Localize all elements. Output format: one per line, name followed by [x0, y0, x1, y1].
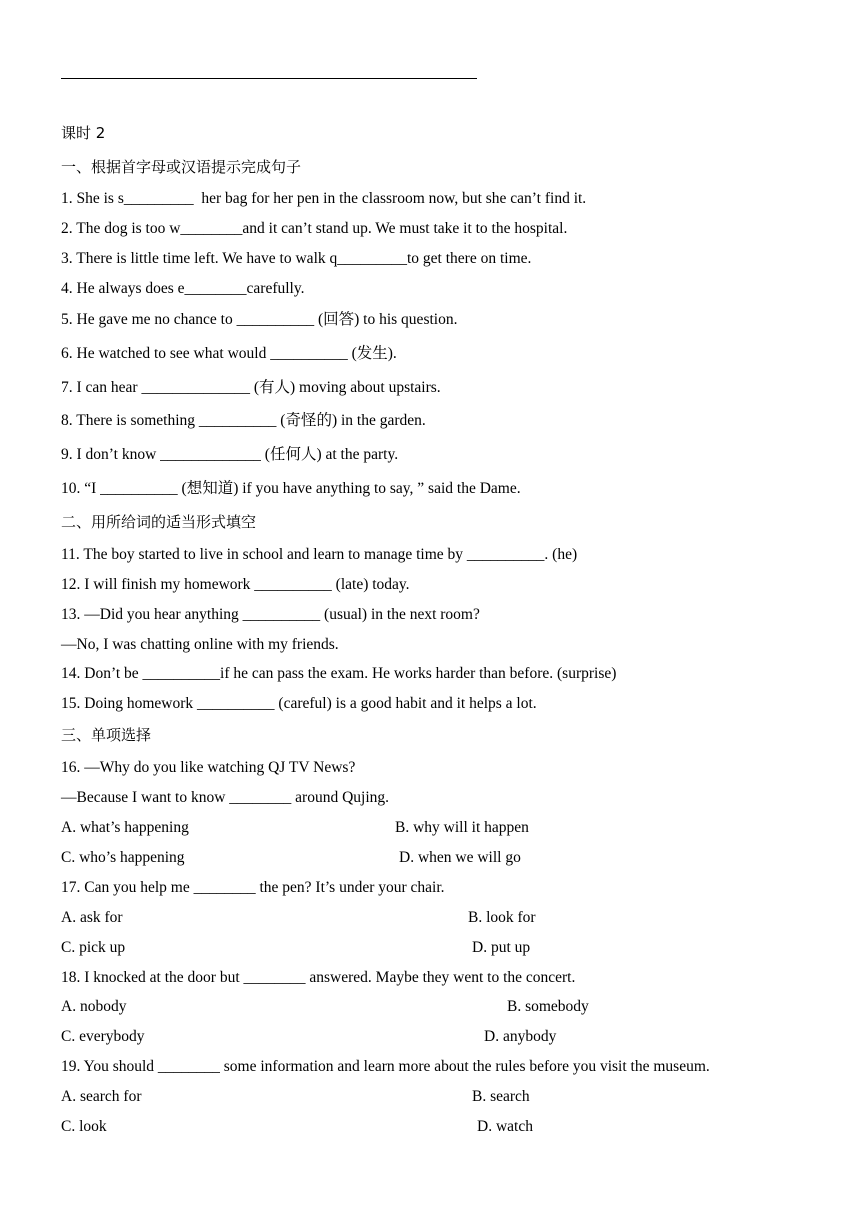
question-19-option-b: B. search [472, 1088, 530, 1105]
section-heading-1: 一、根据首字母或汉语提示完成句子 [61, 158, 302, 176]
question-8: 8. There is something __________ (奇怪的) in the garden. [61, 412, 426, 429]
question-18-option-a: A. nobody [61, 998, 127, 1015]
question-17: 17. Can you help me ________ the pen? It’s under your chair. [61, 879, 445, 896]
question-18-option-d: D. anybody [484, 1028, 557, 1045]
question-16-option-c: C. who’s happening [61, 849, 185, 866]
question-16-reply: —Because I want to know ________ around Qujing. [61, 789, 390, 806]
question-13: 13. —Did you hear anything __________ (usual) in the next room? [61, 606, 480, 623]
question-12: 12. I will finish my homework __________ (late) today. [61, 576, 410, 593]
lesson-title: 课时 2 [61, 124, 106, 142]
question-1: 1. She is s_________ her bag for her pen in the classroom now, but she can’t find it. [61, 190, 587, 207]
question-11: 11. The boy started to live in school and learn to manage time by __________. (he) [61, 546, 578, 563]
question-19: 19. You should ________ some information and learn more about the rules before you visit the museum. [61, 1058, 710, 1075]
question-13-reply: —No, I was chatting online with my friends. [61, 636, 339, 653]
question-10: 10. “I __________ (想知道) if you have anything to say, ” said the Dame. [61, 480, 521, 497]
question-18-option-b: B. somebody [507, 998, 589, 1015]
question-16: 16. —Why do you like watching QJ TV News? [61, 759, 356, 776]
question-6: 6. He watched to see what would __________ (发生). [61, 345, 397, 362]
question-17-option-d: D. put up [472, 939, 531, 956]
question-17-option-c: C. pick up [61, 939, 126, 956]
question-16-option-d: D. when we will go [399, 849, 521, 866]
question-2: 2. The dog is too w________and it can’t stand up. We must take it to the hospital. [61, 220, 568, 237]
question-18-option-c: C. everybody [61, 1028, 145, 1045]
question-17-option-b: B. look for [468, 909, 536, 926]
question-19-option-a: A. search for [61, 1088, 142, 1105]
question-4: 4. He always does e________carefully. [61, 280, 305, 297]
section-heading-2: 二、用所给词的适当形式填空 [61, 513, 257, 531]
question-5: 5. He gave me no chance to __________ (回答) to his question. [61, 311, 458, 328]
question-9: 9. I don’t know _____________ (任何人) at the party. [61, 446, 399, 463]
question-17-option-a: A. ask for [61, 909, 123, 926]
question-3: 3. There is little time left. We have to walk q_________to get there on time. [61, 250, 532, 267]
top-rule [61, 78, 477, 79]
question-15: 15. Doing homework __________ (careful) is a good habit and it helps a lot. [61, 695, 537, 712]
question-7: 7. I can hear ______________ (有人) moving about upstairs. [61, 379, 441, 396]
question-16-option-b: B. why will it happen [395, 819, 529, 836]
question-14: 14. Don’t be __________if he can pass the exam. He works harder than before. (surprise) [61, 665, 617, 682]
section-heading-3: 三、单项选择 [61, 726, 152, 744]
question-19-option-d: D. watch [477, 1118, 533, 1135]
question-18: 18. I knocked at the door but ________ answered. Maybe they went to the concert. [61, 969, 576, 986]
question-19-option-c: C. look [61, 1118, 107, 1135]
question-16-option-a: A. what’s happening [61, 819, 189, 836]
